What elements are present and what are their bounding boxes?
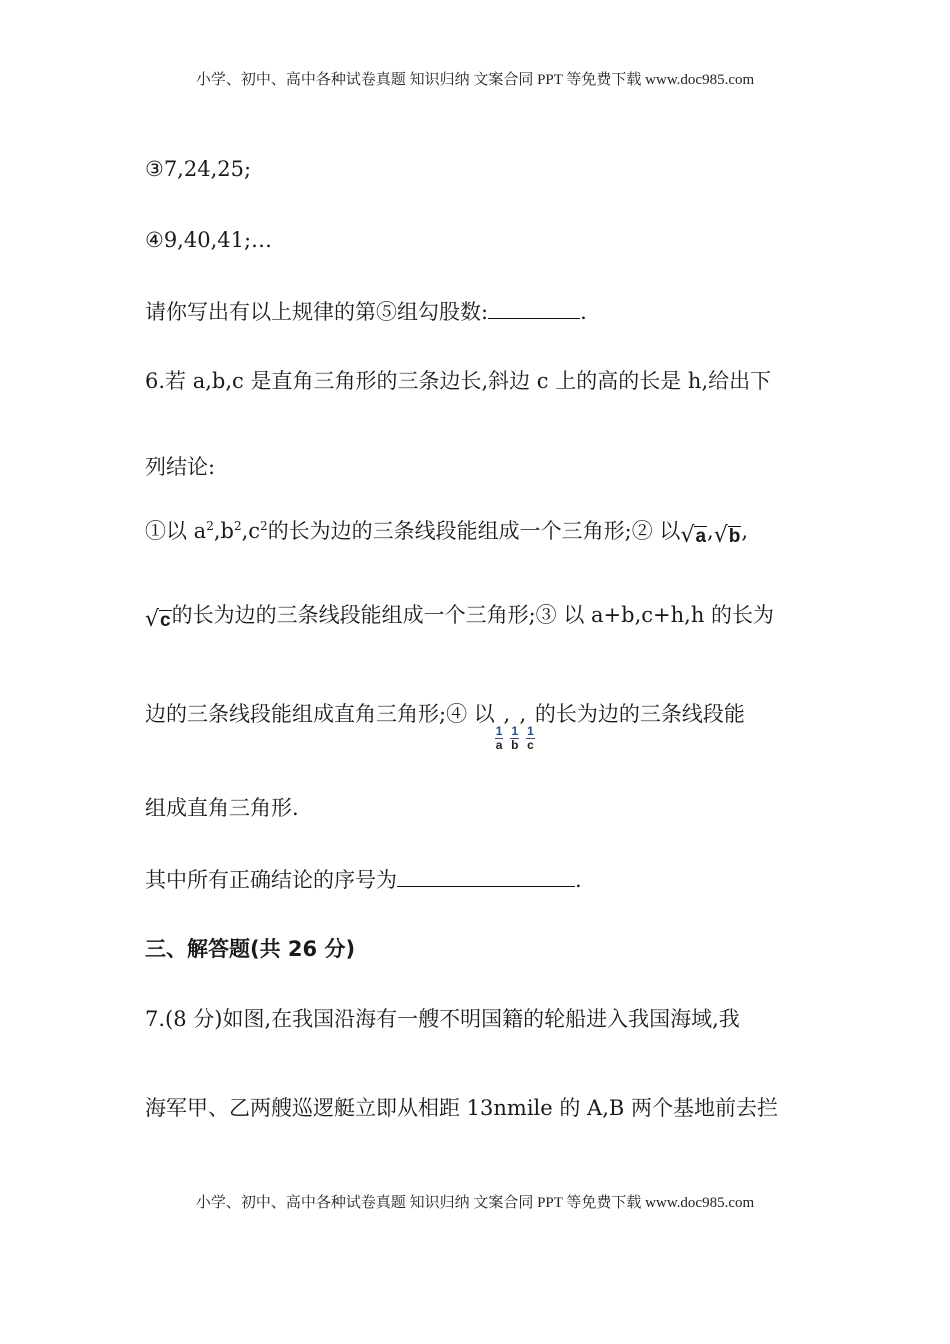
sqrt-c-formula: √ c <box>145 607 171 632</box>
conclusion-3-text: 边的三条线段能组成直角三角形;④ 以 <box>145 702 495 726</box>
q6-end-mark: . <box>575 868 582 892</box>
conclusion-2-suffix: 的长为边的三条线段能组成一个三角形;③ 以 a+b,c+h,h 的长为 <box>171 603 775 627</box>
conclusion-1-c: ,c <box>241 519 261 543</box>
comma: , <box>707 519 714 543</box>
page-header: 小学、初中、高中各种试卷真题 知识归纳 文案合同 PPT 等免费下载 www.doc985.com <box>195 72 755 88</box>
conclusion-4-suffix: 的长为边的三条线段能 <box>534 702 745 726</box>
comma: , <box>519 702 527 726</box>
q6-conclusion-1 <box>145 516 748 547</box>
q6-conclusion-3 <box>145 699 745 752</box>
superscript-2: 2 <box>233 519 242 533</box>
q6-line-1: 6.若 a,b,c 是直角三角形的三条边长,斜边 c 上的高的长是 h,给出下 <box>145 369 772 393</box>
q5-end-mark: . <box>580 300 587 324</box>
superscript-2: 2 <box>260 519 268 533</box>
q5-item-3: ③7,24,25; <box>145 157 252 181</box>
q5-item-4: ④9,40,41;… <box>145 228 273 252</box>
comma: , <box>503 702 511 726</box>
q6-line-2: 列结论: <box>145 455 216 479</box>
section-3-title: 三、解答题(共 26 分) <box>145 937 356 961</box>
superscript-2: 2 <box>206 519 214 533</box>
sqrt-a-formula: √ a <box>680 523 707 548</box>
page-footer: 小学、初中、高中各种试卷真题 知识归纳 文案合同 PPT 等免费下载 www.doc985.com <box>195 1195 755 1211</box>
q5-prompt <box>145 296 587 327</box>
conclusion-1-prefix: ①以 a <box>145 519 207 543</box>
sqrt-b-formula: √ b <box>713 523 741 548</box>
q5-prompt-text: 请你写出有以上规律的第⑤组勾股数: <box>145 300 489 324</box>
q7-line-1: 7.(8 分)如图,在我国沿海有一艘不明国籍的轮船进入我国海域,我 <box>145 1007 740 1031</box>
q6-answer-prompt <box>145 864 582 895</box>
q6-conclusion-2 <box>145 600 774 631</box>
conclusion-1-suffix: 的长为边的三条线段能组成一个三角形;② 以 <box>267 519 681 543</box>
fraction-1-over-c: $\frac{1}{c}$ <box>527 724 534 752</box>
q6-answer-blank[interactable] <box>397 864 575 887</box>
fraction-1-over-a: $\frac{1}{a}$ <box>495 724 503 752</box>
q6-answer-text: 其中所有正确结论的序号为 <box>145 868 397 892</box>
fraction-1-over-b: $\frac{1}{b}$ <box>511 724 519 752</box>
q7-line-2: 海军甲、乙两艘巡逻艇立即从相距 13nmile 的 A,B 两个基地前去拦 <box>145 1096 778 1120</box>
q6-line-last: 组成直角三角形. <box>145 796 299 820</box>
conclusion-1-b: ,b <box>213 519 234 543</box>
comma: , <box>741 519 749 543</box>
q5-answer-blank[interactable] <box>488 296 580 319</box>
